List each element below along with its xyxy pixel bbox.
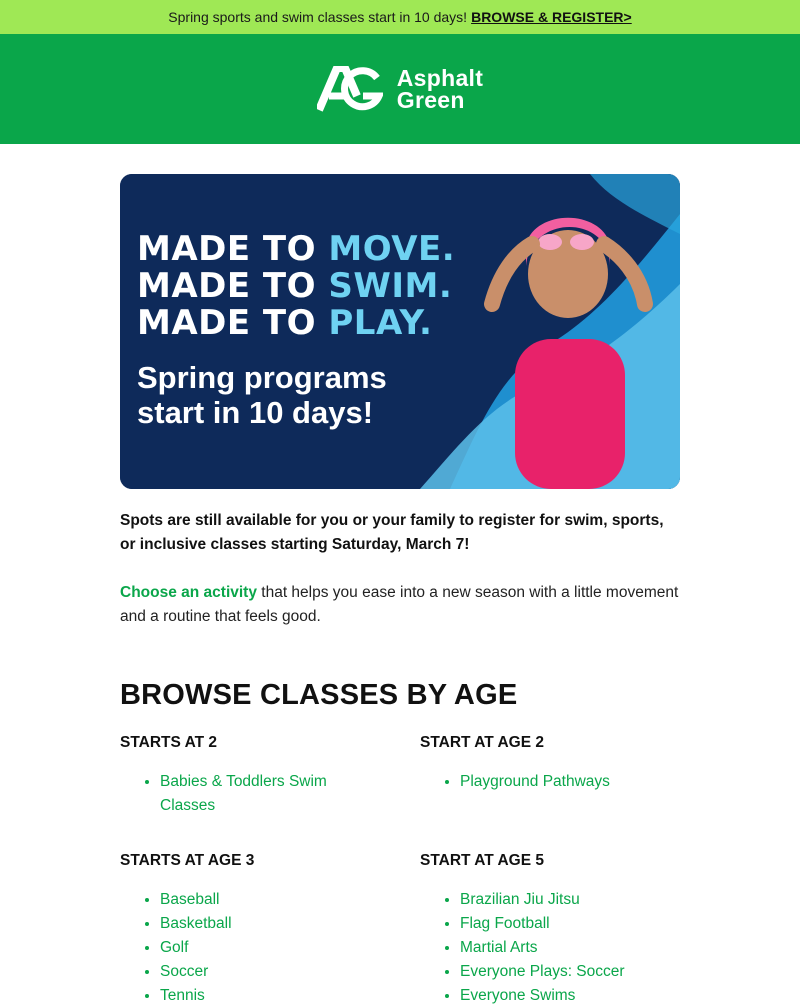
class-link[interactable]: Tennis <box>160 987 205 1004</box>
promo-text: Spring sports and swim classes start in 10 days! <box>168 9 468 25</box>
asphalt-green-logo[interactable] <box>317 66 483 112</box>
age-group-title: STARTS AT AGE 3 <box>120 852 255 869</box>
hero-banner[interactable] <box>120 174 680 489</box>
class-link[interactable]: Soccer <box>160 963 209 980</box>
hero-line-1-accent: MOVE. <box>328 229 456 269</box>
age-group-title: STARTS AT 2 <box>120 734 218 751</box>
hero-line-3-accent: PLAY. <box>328 303 433 343</box>
class-link[interactable]: Flag Football <box>460 915 550 932</box>
hero-sub-line-2: start in 10 days! <box>137 395 374 430</box>
hero-headline <box>137 231 455 342</box>
class-link[interactable]: Everyone Swims <box>460 987 576 1004</box>
age-group-title: START AT AGE 2 <box>420 734 544 751</box>
class-link[interactable]: Babies & Toddlers Swim Classes <box>160 773 327 814</box>
age-group <box>420 734 680 818</box>
list-item <box>160 984 420 1008</box>
class-link[interactable]: Golf <box>160 939 189 956</box>
hero-line-2-accent: SWIM. <box>328 266 453 306</box>
class-link[interactable]: Baseball <box>160 891 220 908</box>
lead-text: Spots are still available for you or your family to register for swim, sports, or inclusive classes starting Saturday, March 7! <box>120 512 664 553</box>
intro-paragraph <box>120 581 680 629</box>
section-title: BROWSE CLASSES BY AGE <box>120 679 518 711</box>
list-item <box>460 936 680 960</box>
list-item <box>460 984 680 1008</box>
list-item <box>460 770 680 794</box>
hero-sub-line-1: Spring programs <box>137 360 387 395</box>
list-item <box>160 960 420 984</box>
list-item <box>460 912 680 936</box>
intro-paragraph-text: that helps you ease into a new season with a little movement and a routine that feels good. <box>120 584 679 625</box>
hero-subheadline <box>137 360 387 430</box>
ag-monogram-icon <box>317 66 383 112</box>
list-item <box>160 888 420 912</box>
class-list <box>420 770 680 794</box>
class-list <box>120 770 350 818</box>
age-groups-grid <box>120 734 680 1008</box>
class-link[interactable]: Playground Pathways <box>460 773 610 790</box>
list-item <box>160 936 420 960</box>
browse-register-link[interactable]: BROWSE & REGISTER> <box>471 9 632 25</box>
hero-line-1: MADE TO <box>137 229 329 269</box>
list-item <box>160 770 350 818</box>
class-link[interactable]: Everyone Plays: Soccer <box>460 963 625 980</box>
hero-line-2: MADE TO <box>137 266 329 306</box>
list-item <box>160 912 420 936</box>
age-group-title: START AT AGE 5 <box>420 852 544 869</box>
site-header <box>0 34 800 144</box>
promo-banner <box>0 0 800 34</box>
class-link[interactable]: Brazilian Jiu Jitsu <box>460 891 580 908</box>
email-content <box>120 174 680 1008</box>
class-list <box>120 888 420 1008</box>
list-item <box>460 888 680 912</box>
class-list <box>420 888 680 1008</box>
age-group <box>120 852 420 1008</box>
age-group <box>120 734 420 818</box>
hero-line-3: MADE TO <box>137 303 329 343</box>
class-link[interactable]: Basketball <box>160 915 232 932</box>
logo-line-2: Green <box>396 87 465 113</box>
class-link[interactable]: Martial Arts <box>460 939 538 956</box>
list-item <box>460 960 680 984</box>
choose-activity-link[interactable]: Choose an activity <box>120 584 257 601</box>
logo-line-1: Asphalt <box>396 65 484 91</box>
age-group <box>420 852 680 1008</box>
